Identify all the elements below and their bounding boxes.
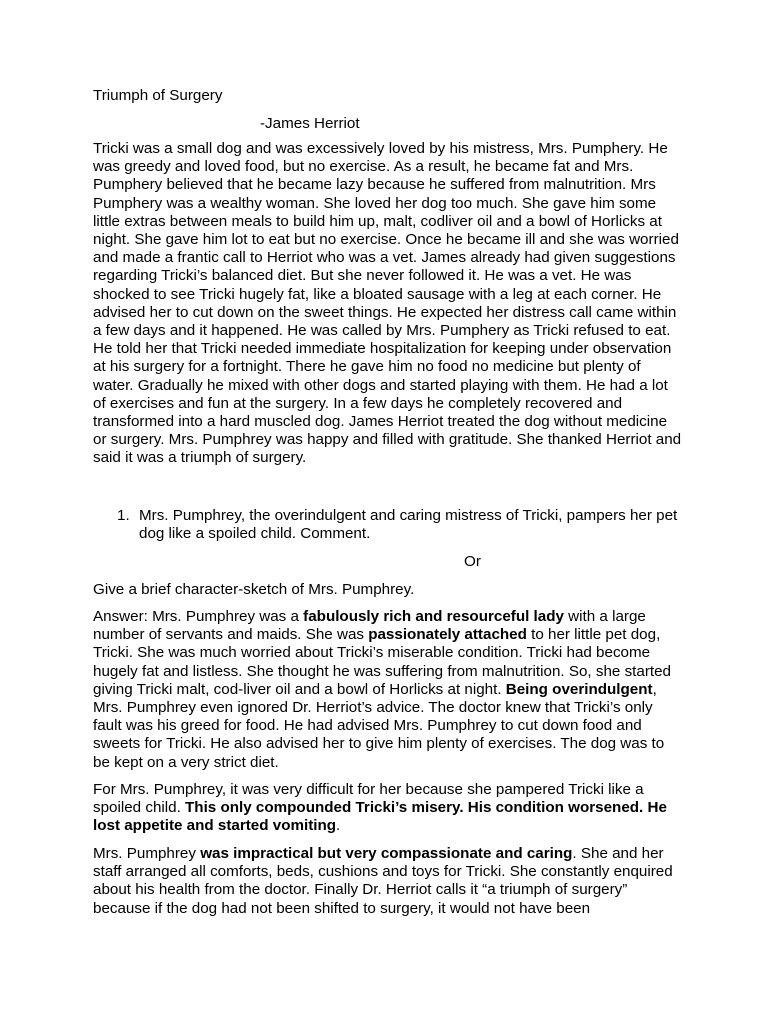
answer-emphasis: passionately attached: [368, 626, 527, 644]
answer-text: Mrs. Pumphrey: [93, 845, 201, 862]
author-line: -James Herriot: [260, 115, 360, 132]
answer-paragraph-1: [93, 608, 683, 772]
answer-text: Answer: Mrs. Pumphrey was a: [93, 608, 304, 625]
answer-text: , Mrs. Pumphrey even ignored Dr. Herriot’s advice. The doctor knew that Tricki’s only fault was his greed for food. He had advised Mrs. Pumphrey to cut down food and sweets for Tricki. He also advised her to give him plenty of exercises. The dog was to be kept on a very strict diet.: [93, 680, 665, 771]
alternate-question: Give a brief character-sketch of Mrs. Pumphrey.: [93, 581, 415, 598]
answer-text: For Mrs. Pumphrey, it was very difficult for her because she pampered Tricki like a spoiled child.: [93, 781, 644, 817]
answer-text: .: [336, 817, 341, 835]
question-text: Mrs. Pumphrey, the overindulgent and caring mistress of Tricki, pampers her pet dog like a spoiled child. Comment.: [139, 507, 678, 543]
answer-paragraph-2: [93, 781, 683, 836]
answer-text: to her little pet dog, Tricki. She was much worried about Tricki’s miserable condition. Tricki had become hugely fat and listless. She thought he was suffering from malnutrition. So, she started giving Tricki malt, cod-liver oil and a bowl of Horlicks at night.: [93, 626, 672, 698]
story-summary: Tricki was a small dog and was excessively loved by his mistress, Mrs. Pumphery. He was greedy and loved food, but no exercise. As a result, he became fat and Mrs. Pumphery believed that he became lazy because he suffered from malnutrition. Mrs Pumphery was a wealthy woman. She loved her dog too much. She gave him some little extras between meals to build him up, malt, codliver oil and a bowl of Horlicks at night. She gave him lot to eat but no exercise. Once he became ill and she was worried and made a frantic call to Herriot who was a vet. James already had given suggestions regarding Tricki’s balanced diet. But she never followed it. He was a vet. He was shocked to see Tricki hugely fat, like a bloated sausage with a leg at each corner. He advised her to cut down on the sweet things. He expected her distress call came within a few days and it happened. He was called by Mrs. Pumphery as Tricki refused to eat. He told her that Tricki needed immediate hospitalization for keeping under observation at his surgery for a fortnight. There he gave him no food no medicine but plenty of water. Gradually he mixed with other dogs and started playing with them. He had a lot of exercises and fun at the surgery. In a few days he completely recovered and transformed into a hard muscled dog. James Herriot treated the dog without medicine or surgery. Mrs. Pumphrey was happy and filled with gratitude. She thanked Herriot and said it was a triumph of surgery.: [93, 140, 682, 467]
answer-paragraph-3: [93, 845, 683, 918]
answer-emphasis: fabulously rich and resourceful lady: [303, 608, 564, 625]
answer-emphasis: This only compounded Tricki’s misery. His condition worsened. He lost appetite and started vomiting: [93, 799, 667, 835]
question-number: 1.: [117, 507, 130, 524]
answer-text: with a large number of servants and maids. She was: [93, 608, 646, 644]
document-title: Triumph of Surgery: [93, 87, 223, 104]
answer-emphasis: Being overindulgent: [505, 680, 653, 698]
question-item: [117, 507, 692, 543]
answer-text: . She and her staff arranged all comforts, beds, cushions and toys for Tricki. She constantly enquired about his health from the doctor. Finally Dr. Herriot calls it “a triumph of surgery” because if the dog had not been shifted to surgery, it would not have been: [93, 845, 673, 917]
or-separator: Or: [464, 553, 481, 570]
answer-emphasis: was impractical but very compassionate and caring: [200, 845, 573, 862]
